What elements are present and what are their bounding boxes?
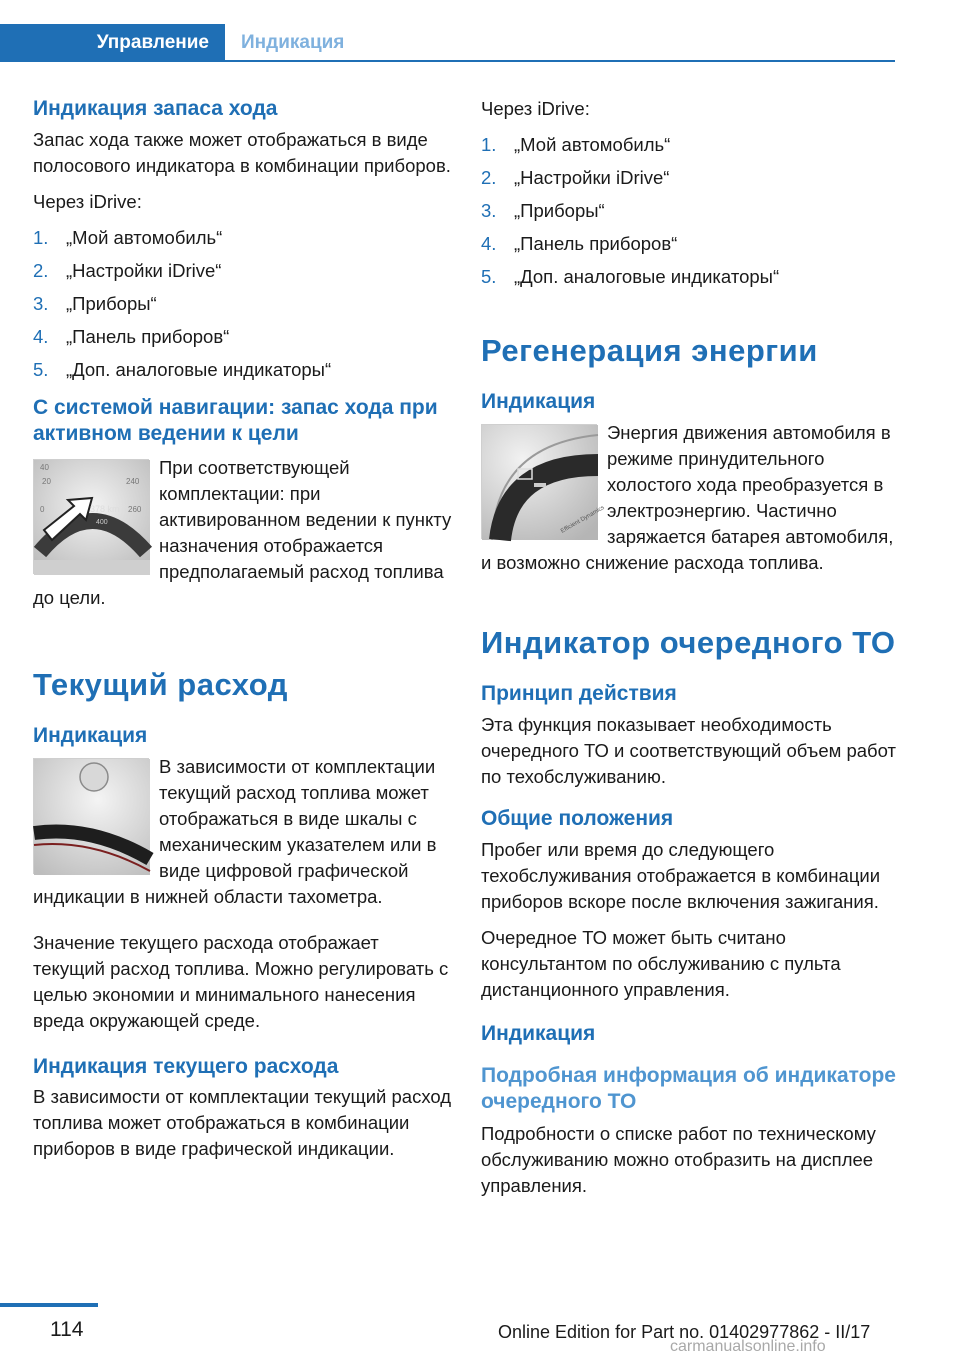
page-number: 114 xyxy=(50,1318,84,1341)
service-details-text: Подробности о списке работ по техническому обслуживанию можно отобразить на дисплее управления. xyxy=(481,1123,876,1196)
svg-text:240: 240 xyxy=(126,477,140,486)
heading-service-indicator: Индикатор очередного ТО xyxy=(481,625,896,660)
svg-text:400: 400 xyxy=(96,519,108,526)
svg-text:378 km: 378 km xyxy=(90,504,120,514)
list-item: 4. „Панель приборов“ xyxy=(33,326,230,347)
svg-text:Efficient Dynamics: Efficient Dynamics xyxy=(560,504,606,535)
list-item: 3. „Приборы“ xyxy=(33,293,157,314)
principle-text: Эта функция показывает необходимость очередного ТО и соответствующий объем работ по техобслуживанию. xyxy=(481,714,896,787)
section-title-current-consumption-display: Индикация текущего расхода xyxy=(33,1055,339,1078)
list-item: 5. „Доп. аналоговые индикаторы“ xyxy=(481,266,780,287)
list-item: 3. „Приборы“ xyxy=(481,200,605,221)
svg-text:260: 260 xyxy=(128,505,142,514)
figure-navigation-gauge xyxy=(33,459,149,574)
regen-text: Энергия движения автомобиля в режиме принудительного холостого хода преобразуется в электроэнергию. Частично заряжается батарея автомобиля, и возможно снижение расхода топлива. xyxy=(481,422,894,573)
consumption-display-text: В зависимости от комплектации текущий расход топлива может отображаться в виде шкалы с механическим указателем или в виде цифровой графической индикации в нижней области тахометра. xyxy=(33,756,437,907)
watermark: carmanualsonline.info xyxy=(670,1338,826,1355)
consumption-value-text: Значение текущего расхода отображает текущий расход топлива. Можно регулировать с целью экономии и минимального нанесения вреда окружающей среде. xyxy=(33,932,449,1031)
section-title-general: Общие положения xyxy=(481,807,674,830)
section-title-navigation-range: С системой навигации: запас хода при активном ведении к цели xyxy=(33,396,438,445)
left-column xyxy=(33,96,453,1162)
range-indicator-text: Запас хода также может отображаться в виде полосового индикатора в комбинации приборов. xyxy=(33,129,451,176)
list-item: 4. „Панель приборов“ xyxy=(481,233,678,254)
section-title-regen-display: Индикация xyxy=(481,390,596,413)
svg-text:40: 40 xyxy=(40,463,49,472)
list-item: 2. „Настройки iDrive“ xyxy=(481,167,670,188)
section-title-range-indicator: Индикация запаса хода xyxy=(33,97,278,120)
section-title-principle: Принцип действия xyxy=(481,682,677,705)
figure-regen-gauge xyxy=(481,424,606,539)
section-title-service-details: Подробная информация об индикаторе очередного ТО xyxy=(481,1064,896,1113)
list-item: 1. „Мой автомобиль“ xyxy=(33,227,223,248)
footer-rule xyxy=(0,1303,98,1307)
idrive-label: Через iDrive: xyxy=(33,191,142,212)
svg-text:20: 20 xyxy=(42,477,51,486)
heading-energy-regeneration: Регенерация энергии xyxy=(481,333,818,368)
header-tab-control[interactable]: Управление xyxy=(0,24,225,62)
list-item: 2. „Настройки iDrive“ xyxy=(33,260,222,281)
section-title-display: Индикация xyxy=(33,724,148,747)
edition-info: Online Edition for Part no. 01402977862 - II/17 xyxy=(498,1322,871,1342)
idrive-steps-list-right xyxy=(481,132,896,290)
general-text: Пробег или время до следующего техобслуживания отображается в комбинации приборов вскоре после включения зажигания. xyxy=(481,839,881,912)
header-tab-display[interactable]: Индикация xyxy=(241,32,345,53)
header-rule xyxy=(0,60,895,62)
navigation-range-text: При соответствующей комплектации: при активированном ведении к пункту назначения отображается предполагаемый расход топлива до цели. xyxy=(33,457,452,608)
right-column xyxy=(481,96,896,1199)
idrive-label-right: Через iDrive: xyxy=(481,98,590,119)
section-title-service-display: Индикация xyxy=(481,1022,596,1045)
figure-consumption-gauge xyxy=(33,758,149,874)
heading-current-consumption: Текущий расход xyxy=(33,667,288,702)
svg-text:0: 0 xyxy=(40,505,45,514)
current-consumption-display-text: В зависимости от комплектации текущий расход топлива может отображаться в комбинации приборов в виде графической индикации. xyxy=(33,1086,452,1159)
general-text-2: Очередное ТО может быть считано консультантом по обслуживанию с пульта дистанционного управления. xyxy=(481,927,841,1000)
list-item: 1. „Мой автомобиль“ xyxy=(481,134,671,155)
idrive-steps-list xyxy=(33,225,453,383)
list-item: 5. „Доп. аналоговые индикаторы“ xyxy=(33,359,332,380)
